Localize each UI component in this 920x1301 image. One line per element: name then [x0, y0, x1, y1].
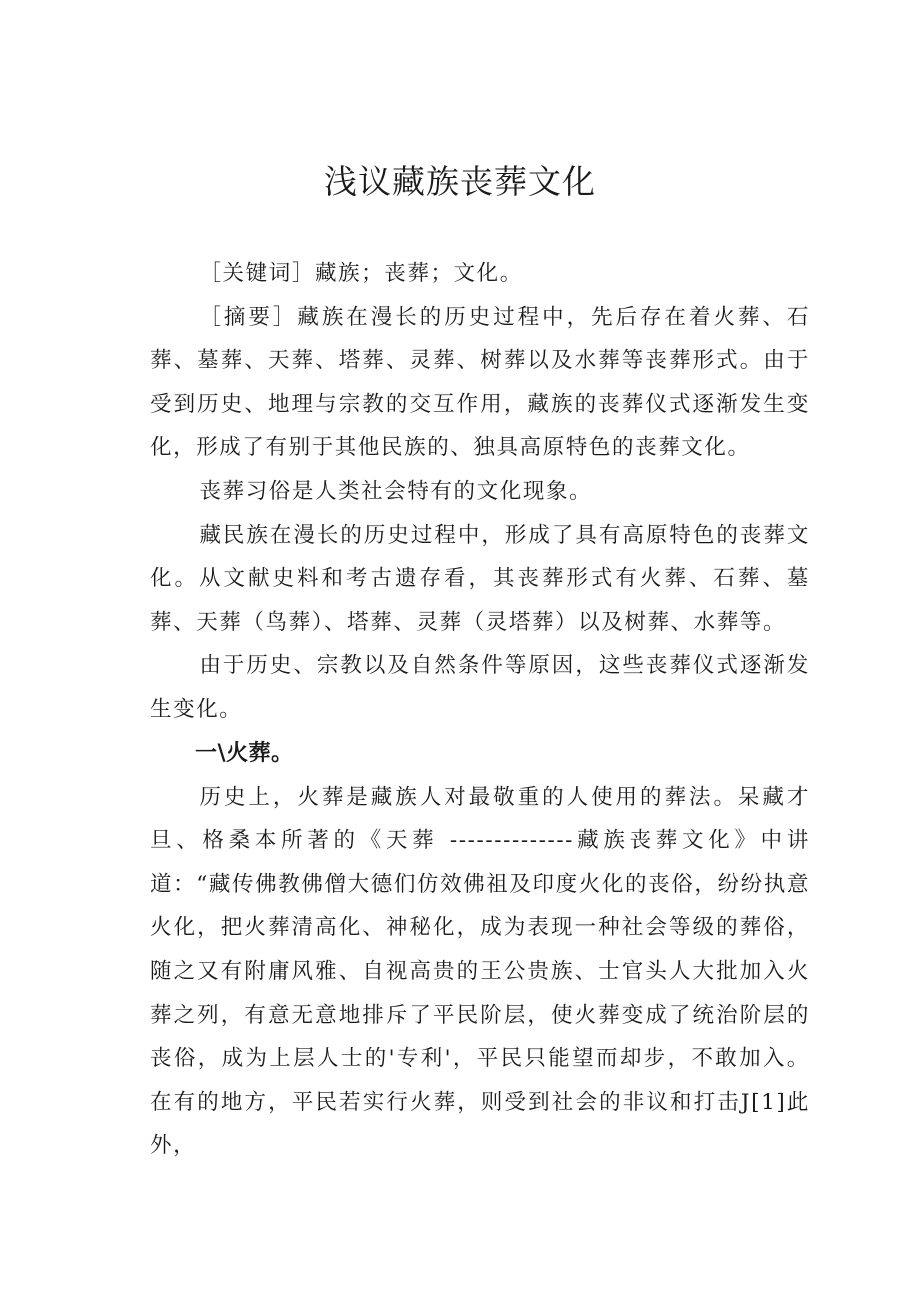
body-paragraph: 藏民族在漫长的历史过程中，形成了具有高原特色的丧葬文化。从文献史料和考古遗存看，其丧葬形式有火葬、石葬、墓葬、天葬（鸟葬）、塔葬、灵葬（灵塔葬）以及树葬、水葬等。 — [150, 522, 810, 635]
section-heading: 一\火葬。 — [195, 740, 294, 766]
keywords-paragraph: ［关键词］藏族；丧葬；文化。 — [199, 261, 523, 286]
body-paragraph: 由于历史、宗教以及自然条件等原因，这些丧葬仪式逐渐发生变化。 — [150, 653, 810, 722]
document-body — [150, 252, 810, 1168]
abstract-paragraph: ［摘要］藏族在漫长的历史过程中，先后存在着火葬、石葬、墓葬、天葬、塔葬、灵葬、树葬以及水葬等丧葬形式。由于受到历史、地理与宗教的交互作用，藏族的丧葬仪式逐渐发生变化，形成了有别于其他民族的、独具高原特色的丧葬文化。 — [150, 304, 810, 461]
document-title: 浅议藏族丧葬文化 — [324, 162, 596, 201]
body-paragraph: 丧葬习俗是人类社会特有的文化现象。 — [199, 478, 593, 504]
section-paragraph: 历史上，火葬是藏族人对最敬重的人使用的葬法。呆藏才旦、格桑本所著的《天葬 --------------藏族丧葬文化》中讲道：“藏传佛教佛僧大德们仿效佛祖及印度火化的丧俗，纷纷执意火化，把火葬清高化、神秘化，成为表现一种社会等级的葬俗，随之又有附庸风雅、自视高贵的王公贵族、士官头人大批加入火葬之列，有意无意地排斥了平民阶层，使火葬变成了统治阶层的丧俗，成为上层人士的'专利'，平民只能望而却步，不敢加入。在有的地方，平民若实行火葬，则受到社会的非议和打击J[1]此外， — [150, 784, 810, 1159]
